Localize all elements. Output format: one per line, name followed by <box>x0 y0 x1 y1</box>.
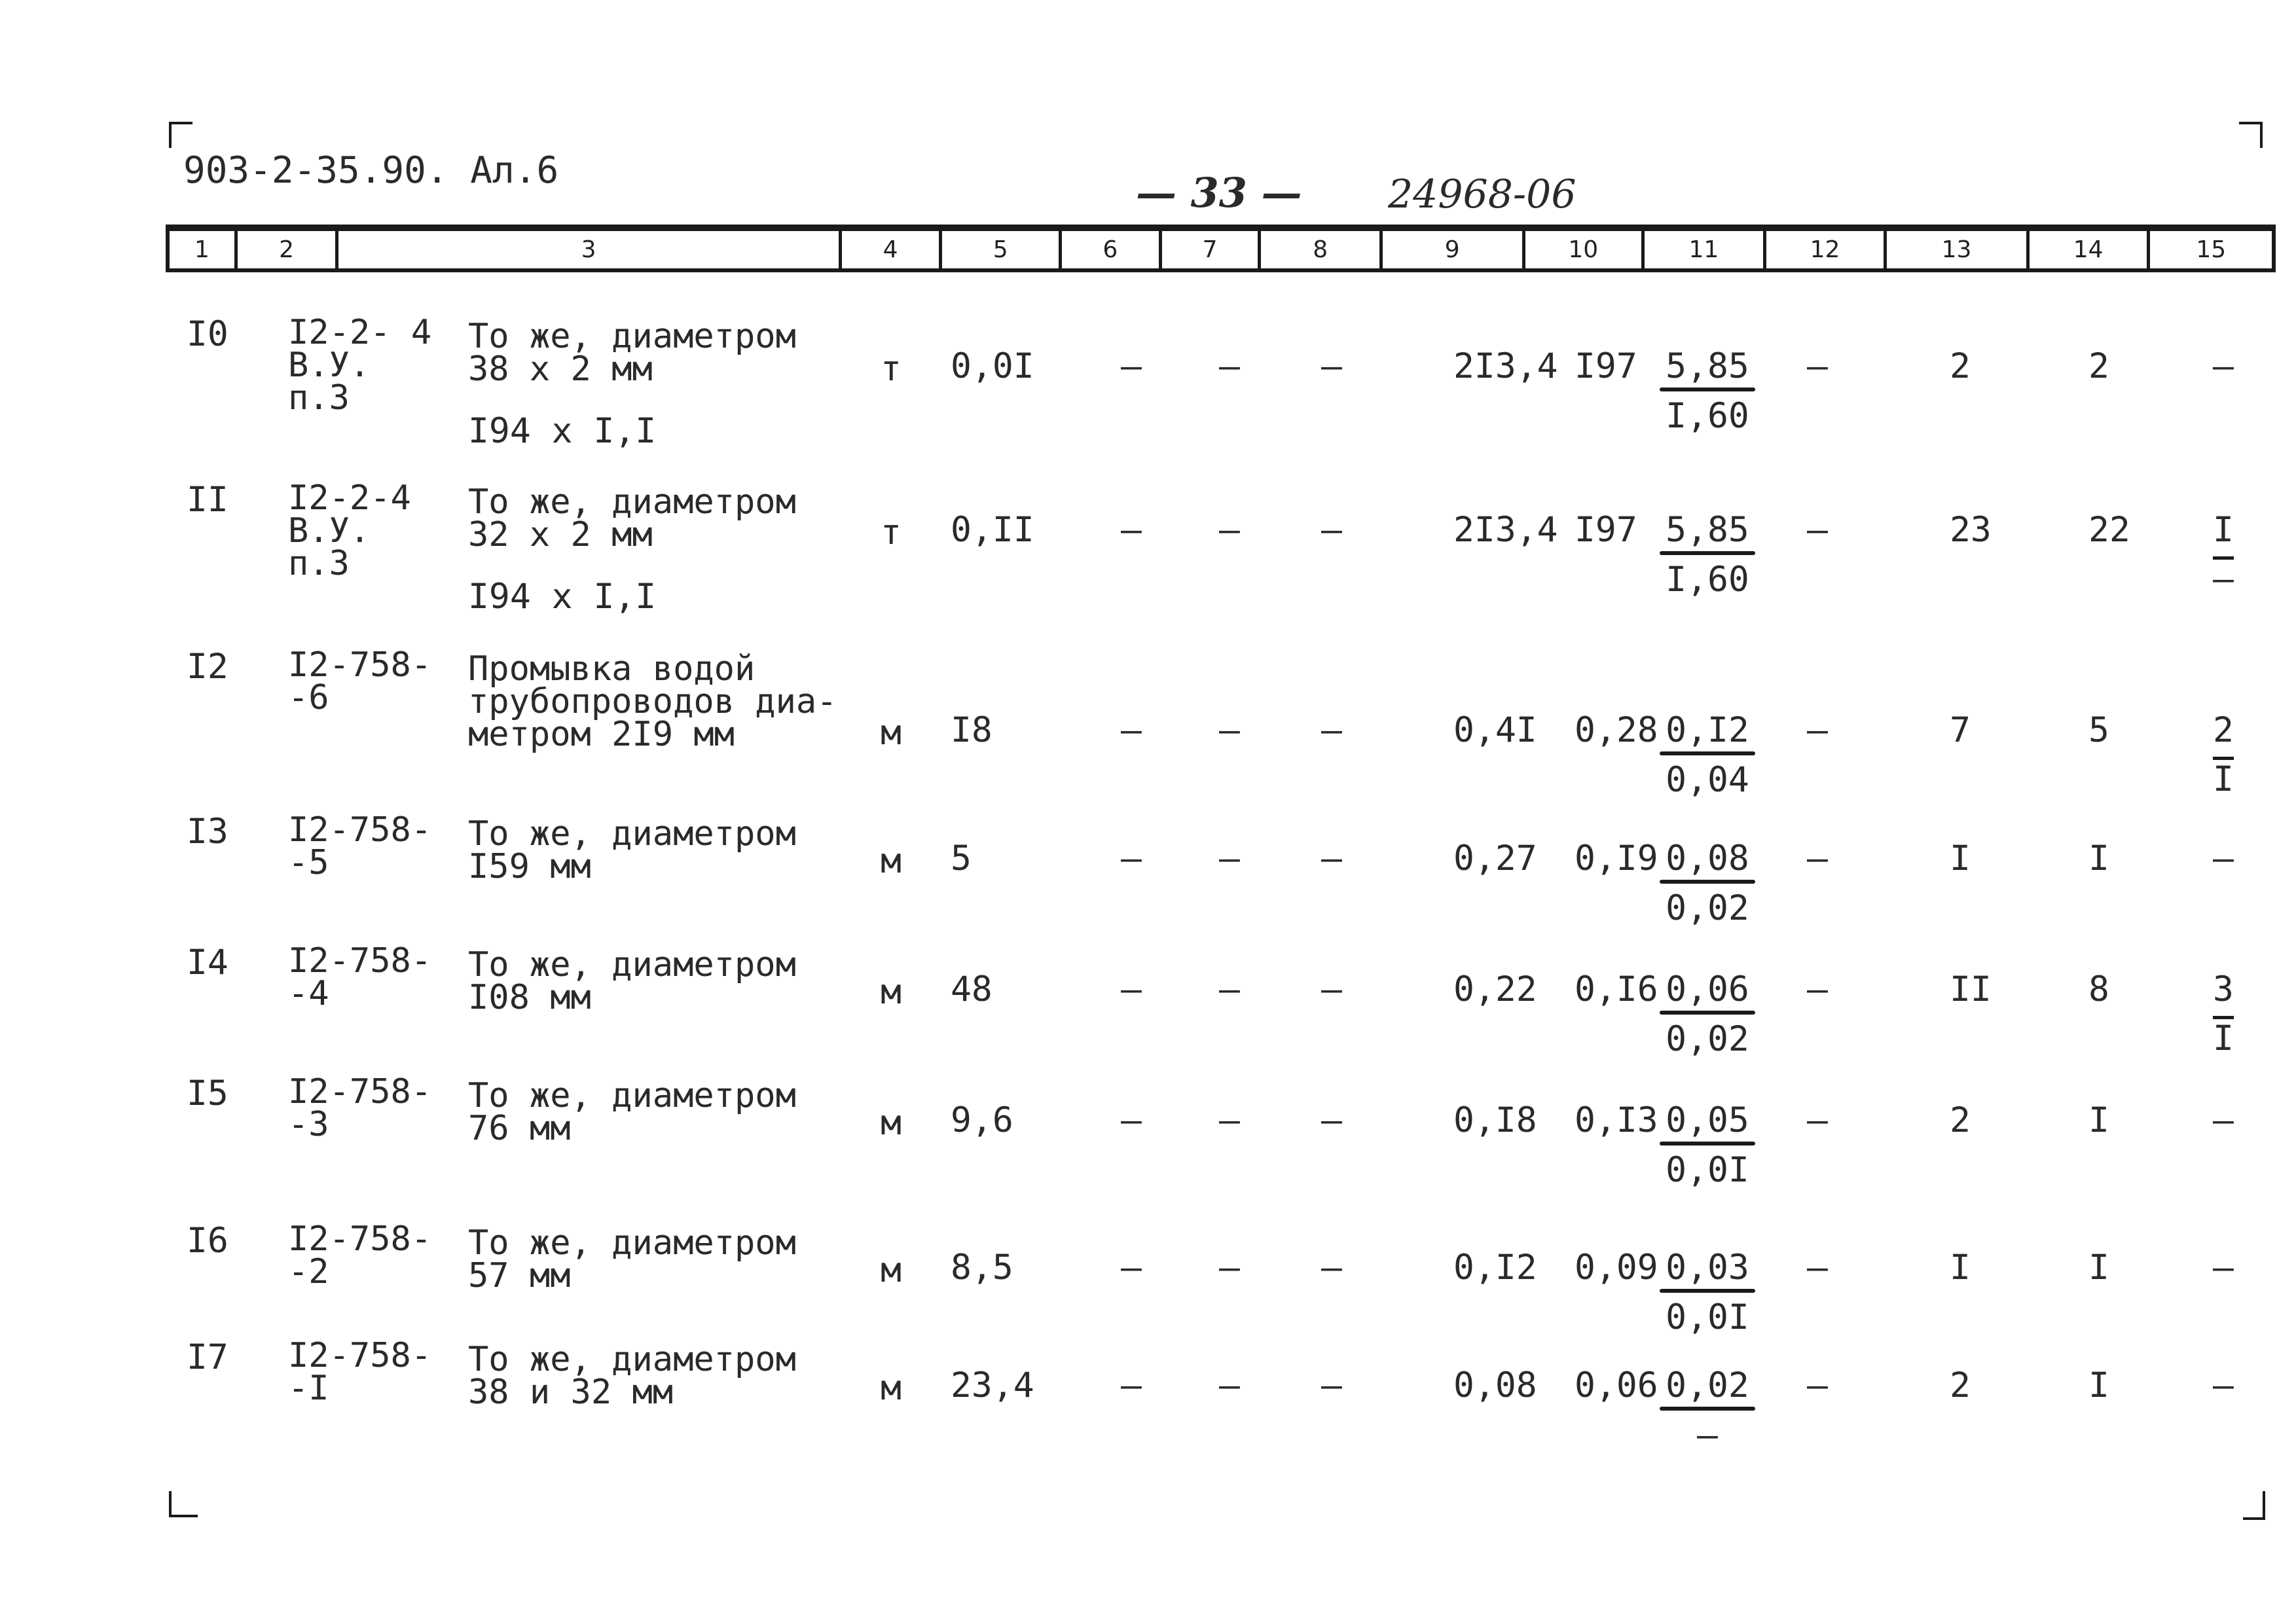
col-6-value: – <box>1121 1248 1142 1288</box>
col-6-value: – <box>1121 839 1142 878</box>
col-12-value: – <box>1807 710 1828 750</box>
col-10-value: 0,I6 <box>1575 969 1658 1009</box>
corner-mark-bottom-right <box>2243 1491 2265 1520</box>
row-number: I2 <box>187 647 228 687</box>
col-11-denominator: I,60 <box>1666 560 1749 600</box>
unit: м <box>881 841 902 881</box>
col-13-value: 7 <box>1950 710 1971 750</box>
col-6-value: – <box>1121 510 1142 550</box>
col-14-value: I <box>2088 839 2109 878</box>
col-9-value: 0,I8 <box>1453 1100 1537 1140</box>
col-11-numerator: 0,03 <box>1666 1248 1749 1288</box>
col-8-value: – <box>1321 839 1342 878</box>
col-15-bottom-value: I <box>2213 1016 2234 1056</box>
col-7-value: – <box>1219 1248 1240 1288</box>
work-description: То же, диаметром I59 мм <box>468 814 796 886</box>
document-number: 24968-06 <box>1388 171 1576 217</box>
col-11-fraction <box>1652 1250 1763 1337</box>
col-14-value: 2 <box>2088 346 2109 386</box>
work-description: То же, диаметром I08 мм <box>468 945 796 1017</box>
quantity: 0,II <box>951 510 1034 550</box>
col-13-value: I <box>1950 1248 1971 1288</box>
column-header-1: 1 <box>170 231 238 268</box>
quantity: 0,0I <box>951 346 1034 386</box>
col-13-value: 23 <box>1950 510 1992 550</box>
col-11-denominator: 0,0I <box>1666 1150 1749 1190</box>
col-11-denominator: 0,02 <box>1666 1019 1749 1059</box>
unit: т <box>881 349 902 389</box>
col-6-value: – <box>1121 346 1142 386</box>
column-header-15: 15 <box>2196 236 2227 263</box>
norm-code: I2-2- 4 В.У. п.3 <box>288 313 432 418</box>
fraction-bar <box>1660 1407 1755 1411</box>
col-11-numerator: 0,08 <box>1666 839 1749 878</box>
quantity: 9,6 <box>951 1100 1013 1140</box>
column-header-10: 10 <box>1525 231 1645 268</box>
col-15-value: – <box>2213 1365 2234 1405</box>
col-15-value: – <box>2213 839 2234 878</box>
corner-mark-top-right <box>2239 122 2263 148</box>
unit: м <box>881 1250 902 1290</box>
col-8-value: – <box>1321 346 1342 386</box>
col-11-denominator: – <box>1697 1415 1718 1455</box>
col-11-denominator: I,60 <box>1666 396 1749 436</box>
col-11-denominator: 0,04 <box>1666 760 1749 800</box>
col-11-fraction <box>1652 712 1763 800</box>
unit: м <box>881 1103 902 1143</box>
column-header-9: 9 <box>1383 231 1525 268</box>
fraction-bar <box>1660 388 1755 391</box>
work-description: То же, диаметром 76 мм <box>468 1076 796 1148</box>
col-11-fraction <box>1652 1367 1763 1455</box>
unit: м <box>881 713 902 753</box>
col-9-value: 2I3,4 <box>1453 346 1558 386</box>
page-number: — 33 — <box>1136 169 1302 217</box>
col-7-value: – <box>1219 346 1240 386</box>
quantity: 23,4 <box>951 1365 1034 1405</box>
norm-code: I2-758- -2 <box>288 1219 432 1291</box>
col-15-value: 2 <box>2213 710 2234 750</box>
col-10-value: 0,28 <box>1575 710 1658 750</box>
col-8-value: – <box>1321 969 1342 1009</box>
col-9-value: 0,4I <box>1453 710 1537 750</box>
col-15-value: – <box>2213 1100 2234 1140</box>
col-12-value: – <box>1807 839 1828 878</box>
corner-mark-bottom-left <box>169 1491 198 1517</box>
work-description: То же, диаметром 32 х 2 мм <box>468 482 796 554</box>
col-15-bottom-value: I <box>2213 757 2234 797</box>
norm-code: I2-758- -3 <box>288 1072 432 1144</box>
col-10-value: 0,I3 <box>1575 1100 1658 1140</box>
col-8-value: – <box>1321 710 1342 750</box>
col-9-value: 0,I2 <box>1453 1248 1537 1288</box>
col-7-value: – <box>1219 710 1240 750</box>
work-description: То же, диаметром 57 мм <box>468 1223 796 1295</box>
col-7-value: – <box>1219 1100 1240 1140</box>
col-11-numerator: 5,85 <box>1666 346 1749 386</box>
col-10-value: 0,06 <box>1575 1365 1658 1405</box>
quantity: 8,5 <box>951 1248 1013 1288</box>
col-11-fraction <box>1652 1102 1763 1190</box>
work-description: То же, диаметром 38 х 2 мм <box>468 317 796 389</box>
col-7-value: – <box>1219 1365 1240 1405</box>
quantity: 5 <box>951 839 972 878</box>
col-14-value: 5 <box>2088 710 2109 750</box>
col-11-denominator: 0,0I <box>1666 1297 1749 1337</box>
row-number: I6 <box>187 1221 228 1261</box>
col-11-numerator: 0,06 <box>1666 969 1749 1009</box>
column-header-11: 11 <box>1645 231 1766 268</box>
col-11-denominator: 0,02 <box>1666 888 1749 928</box>
col-12-value: – <box>1807 346 1828 386</box>
column-header-7: 7 <box>1162 231 1262 268</box>
col-14-value: I <box>2088 1365 2109 1405</box>
col-13-value: 2 <box>1950 1100 1971 1140</box>
fraction-bar <box>1660 551 1755 555</box>
column-header-12: 12 <box>1766 231 1887 268</box>
col-11-numerator: 0,05 <box>1666 1100 1749 1140</box>
norm-code: I2-758- -4 <box>288 941 432 1013</box>
col-13-value: 2 <box>1950 346 1971 386</box>
col-14-value: 22 <box>2088 510 2130 550</box>
col-14-value: 8 <box>2088 969 2109 1009</box>
col-11-fraction <box>1652 840 1763 928</box>
column-header-13: 13 <box>1887 231 2030 268</box>
fraction-bar <box>1660 880 1755 884</box>
col-8-value: – <box>1321 1100 1342 1140</box>
fraction-bar <box>1660 1289 1755 1293</box>
col-11-numerator: 5,85 <box>1666 510 1749 550</box>
work-description: Промывка водой трубопроводов диа- метром 2I9 мм <box>468 649 837 754</box>
col-9-value: 0,22 <box>1453 969 1537 1009</box>
row-number: I0 <box>187 314 228 354</box>
col-15-value: – <box>2213 1248 2234 1288</box>
col-12-value: – <box>1807 969 1828 1009</box>
row-number: I5 <box>187 1074 228 1113</box>
col-14-value: I <box>2088 1100 2109 1140</box>
row-number: I7 <box>187 1337 228 1377</box>
col-15-value: – <box>2213 346 2234 386</box>
col-9-value: 0,27 <box>1453 839 1537 878</box>
col-12-value: – <box>1807 1248 1828 1288</box>
col-12-value: – <box>1807 510 1828 550</box>
work-description: То же, диаметром 38 и 32 мм <box>468 1340 796 1412</box>
unit: т <box>881 513 902 552</box>
norm-code: I2-758- -I <box>288 1336 432 1408</box>
unit: м <box>881 1368 902 1408</box>
col-14-value: I <box>2088 1248 2109 1288</box>
column-header-14: 14 <box>2030 231 2151 268</box>
col-6-value: – <box>1121 1365 1142 1405</box>
row-number: I4 <box>187 943 228 983</box>
row-number: I3 <box>187 812 228 852</box>
col-15-bottom-value: – <box>2213 556 2234 596</box>
norm-code: I2-758- -6 <box>288 645 432 717</box>
column-header-6: 6 <box>1062 231 1162 268</box>
col-15-value: 3 <box>2213 969 2234 1009</box>
quantity: 48 <box>951 969 993 1009</box>
col-10-value: 0,I9 <box>1575 839 1658 878</box>
col-11-numerator: 0,02 <box>1666 1365 1749 1405</box>
col-6-value: – <box>1121 969 1142 1009</box>
col-7-value: – <box>1219 839 1240 878</box>
col-8-value: – <box>1321 1248 1342 1288</box>
column-header-8: 8 <box>1261 231 1383 268</box>
col-10-value: 0,09 <box>1575 1248 1658 1288</box>
col-12-value: – <box>1807 1100 1828 1140</box>
fraction-bar <box>1660 751 1755 755</box>
col-13-value: 2 <box>1950 1365 1971 1405</box>
col-9-value: 2I3,4 <box>1453 510 1558 550</box>
col-13-value: I <box>1950 839 1971 878</box>
col-12-value: – <box>1807 1365 1828 1405</box>
norm-code: I2-758- -5 <box>288 810 432 882</box>
corner-mark-top-left <box>169 122 192 148</box>
col-10-value: I97 <box>1575 510 1637 550</box>
col-7-value: – <box>1219 969 1240 1009</box>
col-11-numerator: 0,I2 <box>1666 710 1749 750</box>
column-header-2: 2 <box>238 231 339 268</box>
col-11-fraction <box>1652 512 1763 600</box>
fraction-bar <box>1660 1011 1755 1015</box>
fraction-bar <box>1660 1142 1755 1146</box>
col-8-value: – <box>1321 510 1342 550</box>
col-7-value: – <box>1219 510 1240 550</box>
col-15-value: I <box>2213 510 2234 550</box>
unit: м <box>881 972 902 1012</box>
norm-code: I2-2-4 В.У. п.3 <box>288 478 411 583</box>
column-header-3: 3 <box>338 231 841 268</box>
column-header-row <box>166 225 2276 272</box>
col-11-fraction <box>1652 348 1763 436</box>
col-13-value: II <box>1950 969 1992 1009</box>
column-header-5: 5 <box>942 231 1062 268</box>
column-header-4: 4 <box>842 231 943 268</box>
col-9-value: 0,08 <box>1453 1365 1537 1405</box>
quantity: I8 <box>951 710 993 750</box>
work-note: I94 х I,I <box>468 411 657 451</box>
work-note: I94 х I,I <box>468 577 657 617</box>
document-code: 903-2-35.90. Ал.6 <box>183 149 559 192</box>
col-6-value: – <box>1121 710 1142 750</box>
col-10-value: I97 <box>1575 346 1637 386</box>
col-8-value: – <box>1321 1365 1342 1405</box>
col-6-value: – <box>1121 1100 1142 1140</box>
row-number: II <box>187 480 228 520</box>
col-11-fraction <box>1652 971 1763 1059</box>
